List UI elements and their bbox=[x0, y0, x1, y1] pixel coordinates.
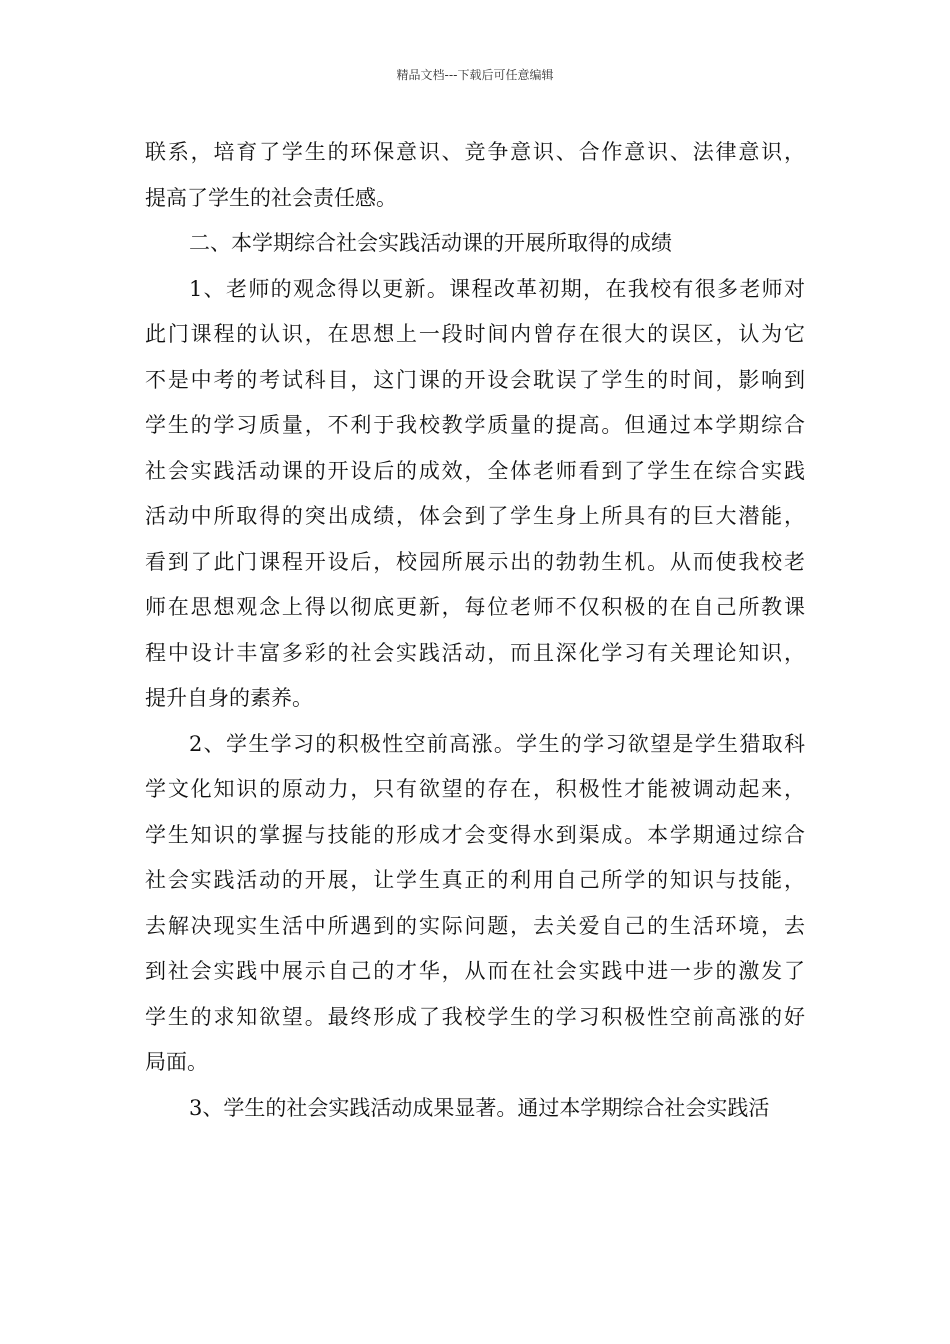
text-line: 社会实践活动课的开设后的成效，全体老师看到了学生在综合实践 bbox=[145, 458, 805, 483]
text-line: 3、学生的社会实践活动成果显著。通过本学期综合社会实践活 bbox=[189, 1095, 770, 1120]
text-line: 提高了学生的社会责任感。 bbox=[145, 185, 397, 210]
text-line: 此门课程的认识，在思想上一段时间内曾存在很大的误区，认为它 bbox=[145, 322, 805, 346]
text-line: 学生的求知欲望。最终形成了我校学生的学习积极性空前高涨的好 bbox=[145, 1004, 805, 1029]
paragraph-student-enthusiasm bbox=[145, 722, 805, 1086]
text-line: 学生的学习质量，不利于我校教学质量的提高。但通过本学期综合 bbox=[145, 413, 805, 437]
document-body bbox=[145, 130, 805, 1131]
text-line: 活动中所取得的突出成绩，体会到了学生身上所具有的巨大潜能， bbox=[145, 504, 805, 528]
text-line: 社会实践活动的开展，让学生真正的利用自己所学的知识与技能， bbox=[145, 868, 805, 892]
paragraph-continuation bbox=[145, 130, 805, 221]
paragraph-practice-results bbox=[145, 1086, 805, 1132]
text-line: 局面。 bbox=[145, 1050, 208, 1074]
text-line: 2、学生学习的积极性空前高涨。学生的学习欲望是学生猎取科 bbox=[189, 731, 805, 756]
text-line: 学文化知识的原动力，只有欲望的存在，积极性才能被调动起来， bbox=[145, 777, 805, 801]
text-line: 到社会实践中展示自己的才华，从而在社会实践中进一步的激发了 bbox=[145, 959, 805, 983]
section-heading bbox=[145, 221, 805, 267]
text-line: 联系，培育了学生的环保意识、竞争意识、合作意识、法律意识， bbox=[145, 140, 805, 164]
text-line: 去解决现实生活中所遇到的实际问题，去关爱自己的生活环境，去 bbox=[145, 913, 805, 938]
text-line: 提升自身的素养。 bbox=[145, 686, 313, 710]
page-header: 精品文档---下载后可任意编辑 bbox=[396, 68, 554, 82]
paragraph-teachers-concept bbox=[145, 267, 805, 722]
text-line: 程中设计丰富多彩的社会实践活动，而且深化学习有关理论知识， bbox=[145, 640, 805, 665]
text-line: 看到了此门课程开设后，校园所展示出的勃勃生机。从而使我校老 bbox=[145, 549, 805, 574]
text-line: 师在思想观念上得以彻底更新，每位老师不仅积极的在自己所教课 bbox=[145, 595, 805, 619]
text-line: 学生知识的掌握与技能的形成才会变得水到渠成。本学期通过综合 bbox=[145, 822, 805, 847]
text-line: 不是中考的考试科目，这门课的开设会耽误了学生的时间，影响到 bbox=[145, 367, 805, 392]
text-line: 1、老师的观念得以更新。课程改革初期，在我校有很多老师对 bbox=[189, 276, 805, 301]
text-line: 二、本学期综合社会实践活动课的开展所取得的成绩 bbox=[189, 231, 672, 255]
